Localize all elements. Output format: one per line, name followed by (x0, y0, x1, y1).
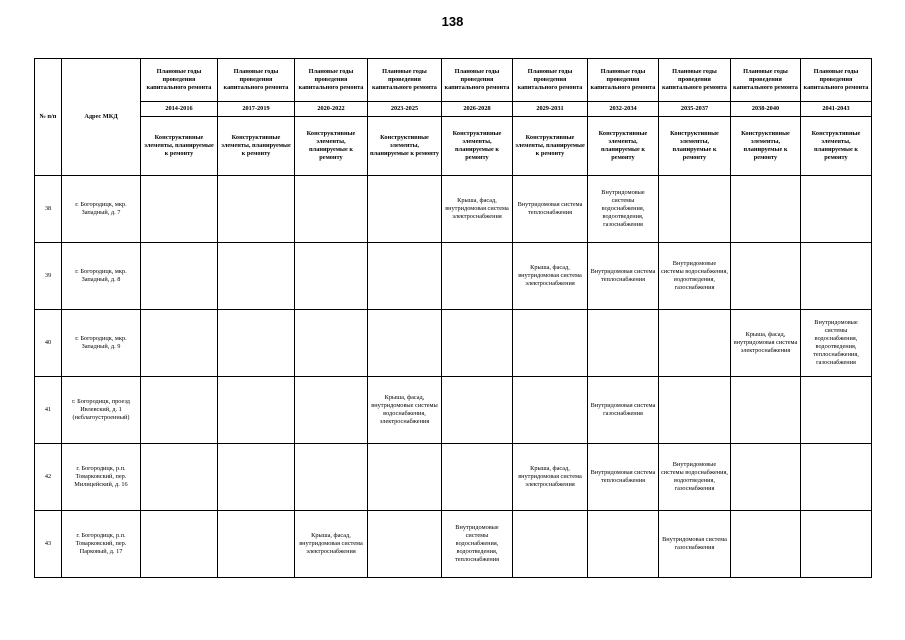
row-cell (801, 444, 872, 511)
row-address: г. Богородицк, мкр. Западный, д. 8 (62, 243, 141, 310)
row-cell (731, 444, 801, 511)
elements-header: Конструктивные элементы, планируемые к ремонту (141, 117, 218, 176)
header-row-periods (35, 102, 872, 117)
header-row-elements (35, 117, 872, 176)
column-header-plan: Плановые годы проведения капитального ремонта (442, 59, 513, 102)
column-header-plan: Плановые годы проведения капитального ремонта (368, 59, 442, 102)
row-cell (731, 243, 801, 310)
row-cell (659, 377, 731, 444)
row-cell: Внутридомовые системы водоснабжения, водоотведения, газоснабжения (588, 176, 659, 243)
row-cell (801, 176, 872, 243)
row-cell (513, 310, 588, 377)
table-row (35, 310, 872, 377)
period-header: 2014-2016 (141, 102, 218, 117)
row-cell (141, 444, 218, 511)
row-cell (295, 377, 368, 444)
period-header: 2029-2031 (513, 102, 588, 117)
elements-header: Конструктивные элементы, планируемые к ремонту (659, 117, 731, 176)
row-cell: Внутридомовая система газоснабжения (588, 377, 659, 444)
row-cell (141, 310, 218, 377)
row-cell (368, 176, 442, 243)
column-header-plan: Плановые годы проведения капитального ремонта (295, 59, 368, 102)
row-cell: Внутридомовая система газоснабжения (659, 511, 731, 578)
row-number: 39 (35, 243, 62, 310)
row-cell (588, 310, 659, 377)
header-row-plan (35, 59, 872, 102)
column-header-plan: Плановые годы проведения капитального ремонта (141, 59, 218, 102)
row-cell: Внутридомовая система теплоснабжения (513, 176, 588, 243)
table-body (35, 176, 872, 578)
row-cell: Крыша, фасад, внутридомовая система электроснабжения (731, 310, 801, 377)
row-cell: Внутридомовые системы водоснабжения, водоотведения, газоснабжения (659, 243, 731, 310)
row-cell (218, 444, 295, 511)
row-number: 43 (35, 511, 62, 578)
period-header: 2020-2022 (295, 102, 368, 117)
elements-header: Конструктивные элементы, планируемые к ремонту (513, 117, 588, 176)
elements-header: Конструктивные элементы, планируемые к ремонту (368, 117, 442, 176)
row-cell (218, 310, 295, 377)
row-cell (295, 444, 368, 511)
period-header: 2035-2037 (659, 102, 731, 117)
row-number: 42 (35, 444, 62, 511)
table-row (35, 243, 872, 310)
row-cell (295, 310, 368, 377)
period-header: 2017-2019 (218, 102, 295, 117)
row-number: 38 (35, 176, 62, 243)
row-cell (731, 511, 801, 578)
row-cell (442, 243, 513, 310)
row-cell: Внутридомовые системы водоснабжения, водоотведения, теплоснабжения, газоснабжения (801, 310, 872, 377)
table-row (35, 444, 872, 511)
elements-header: Конструктивные элементы, планируемые к ремонту (218, 117, 295, 176)
row-cell (801, 511, 872, 578)
page-number: 138 (441, 14, 464, 29)
row-cell (731, 176, 801, 243)
row-number: 40 (35, 310, 62, 377)
table-row (35, 176, 872, 243)
row-cell (141, 511, 218, 578)
repair-schedule-table (34, 58, 872, 578)
row-cell (659, 176, 731, 243)
period-header: 2032-2034 (588, 102, 659, 117)
row-cell (141, 243, 218, 310)
row-cell: Внутридомовая система теплоснабжения (588, 444, 659, 511)
column-header-plan: Плановые годы проведения капитального ремонта (801, 59, 872, 102)
column-header-plan: Плановые годы проведения капитального ремонта (218, 59, 295, 102)
column-header-num: № п/п (35, 59, 62, 176)
row-cell: Крыша, фасад, внутридомовая система электроснабжения (442, 176, 513, 243)
period-header: 2026-2028 (442, 102, 513, 117)
row-cell (295, 176, 368, 243)
elements-header: Конструктивные элементы, планируемые к ремонту (731, 117, 801, 176)
row-cell (659, 310, 731, 377)
row-cell: Крыша, фасад, внутридомовые системы водоснабжения, электроснабжения (368, 377, 442, 444)
table-header (35, 59, 872, 176)
period-header: 2038-2040 (731, 102, 801, 117)
table-row (35, 511, 872, 578)
row-address: г. Богородицк, мкр. Западный, д. 9 (62, 310, 141, 377)
row-cell (368, 511, 442, 578)
row-address: г. Богородицк, р.п. Товарковский, пер. Милицейский, д. 16 (62, 444, 141, 511)
row-cell: Внутридомовая система теплоснабжения (588, 243, 659, 310)
row-cell (218, 176, 295, 243)
row-cell (442, 377, 513, 444)
row-cell (588, 511, 659, 578)
row-cell (368, 243, 442, 310)
row-number: 41 (35, 377, 62, 444)
column-header-plan: Плановые годы проведения капитального ремонта (731, 59, 801, 102)
row-cell: Внутридомовые системы водоснабжения, водоотведения, теплоснабжения (442, 511, 513, 578)
row-cell (141, 176, 218, 243)
column-header-plan: Плановые годы проведения капитального ремонта (513, 59, 588, 102)
table-row (35, 377, 872, 444)
row-cell (368, 444, 442, 511)
row-cell (368, 310, 442, 377)
elements-header: Конструктивные элементы, планируемые к ремонту (442, 117, 513, 176)
row-cell (218, 511, 295, 578)
row-cell (442, 444, 513, 511)
row-cell (513, 511, 588, 578)
row-cell (801, 377, 872, 444)
row-cell (442, 310, 513, 377)
row-cell: Крыша, фасад, внутридомовая система электроснабжения (513, 243, 588, 310)
row-cell (513, 377, 588, 444)
row-cell (141, 377, 218, 444)
row-cell (295, 243, 368, 310)
row-cell: Внутридомовые системы водоснабжения, водоотведения, газоснабжения (659, 444, 731, 511)
row-cell (731, 377, 801, 444)
elements-header: Конструктивные элементы, планируемые к ремонту (295, 117, 368, 176)
row-address: г. Богородицк, проезд Ивлевский, д. 1 (неблагоустроенный) (62, 377, 141, 444)
row-address: г. Богородицк, мкр. Западный, д. 7 (62, 176, 141, 243)
elements-header: Конструктивные элементы, планируемые к ремонту (588, 117, 659, 176)
period-header: 2041-2043 (801, 102, 872, 117)
row-cell (218, 377, 295, 444)
row-address: г. Богородицк, р.п. Товарковский, пер. Парковый, д. 17 (62, 511, 141, 578)
column-header-plan: Плановые годы проведения капитального ремонта (659, 59, 731, 102)
row-cell: Крыша, фасад, внутридомовая система электроснабжения (295, 511, 368, 578)
row-cell: Крыша, фасад, внутридомовая система электроснабжения (513, 444, 588, 511)
period-header: 2023-2025 (368, 102, 442, 117)
elements-header: Конструктивные элементы, планируемые к ремонту (801, 117, 872, 176)
column-header-plan: Плановые годы проведения капитального ремонта (588, 59, 659, 102)
row-cell (801, 243, 872, 310)
column-header-address: Адрес МКД (62, 59, 141, 176)
row-cell (218, 243, 295, 310)
